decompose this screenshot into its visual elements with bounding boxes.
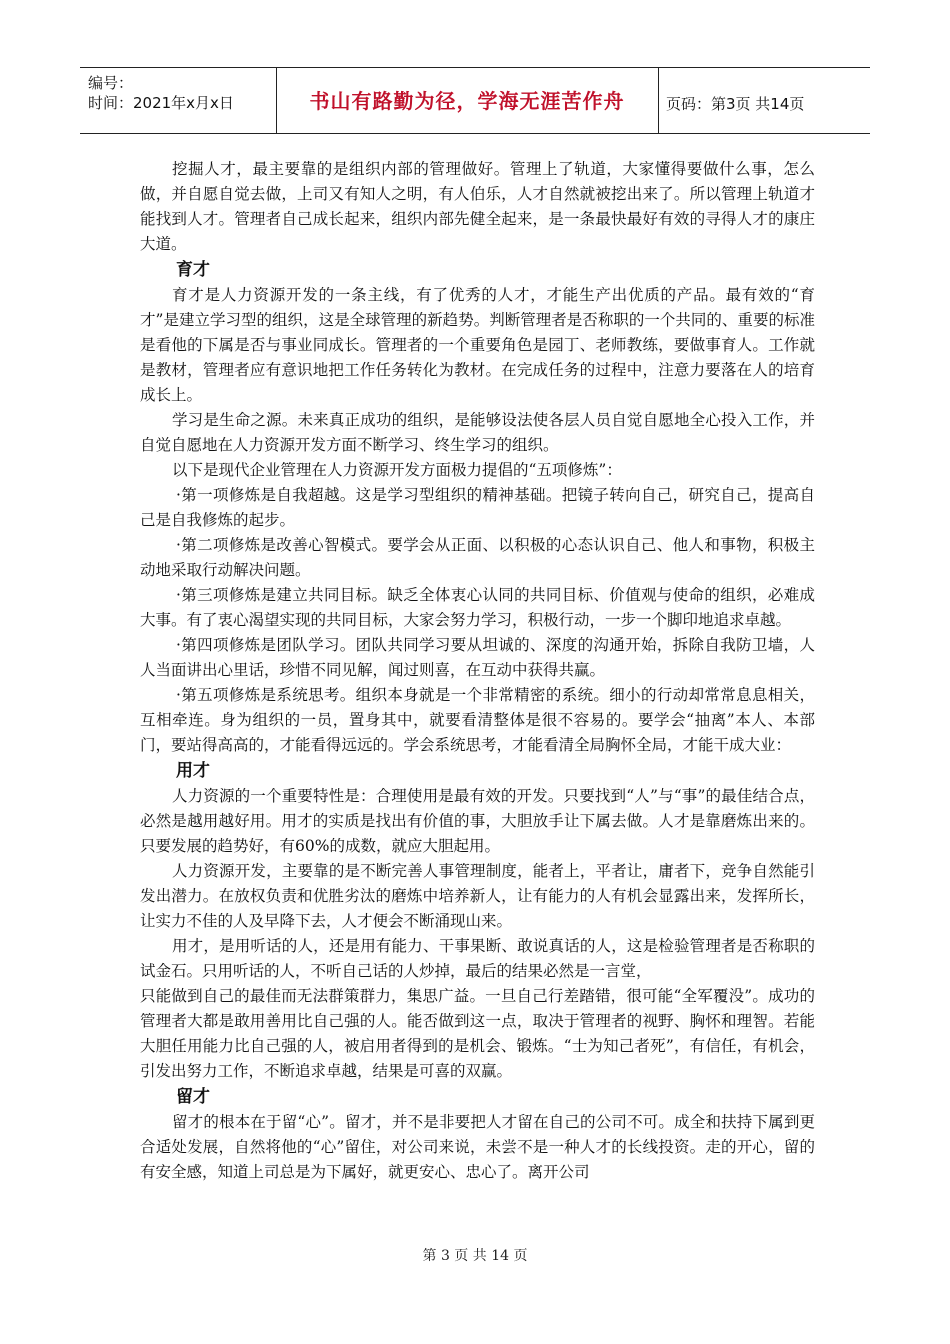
paragraph: 只能做到自己的最佳而无法群策群力，集思广益。一旦自己行差踏错，很可能“全军覆没”。成功的管理者大都是敢用善用比自己强的人。能否做到这一点，取决于管理者的视野、胸怀和理智。若能大胆任用能力比自己强的人，被启用者得到的是机会、锻炼。“士为知己者死”，有信任，有机会，引发出努力工作，不断追求卓越，结果是可喜的双赢。 [140, 987, 815, 1080]
list-item: ·第五项修炼是系统思考。组织本身就是一个非常精密的系统。细小的行动却常常息息相关，互相牵连。身为组织的一员，置身其中，就要看清整体是很不容易的。要学会“抽离”本人、本部门，要站得高高的，才能看得远远的。学会系统思考，才能看清全局胸怀全局，才能干成大业： [140, 686, 815, 754]
list-item: ·第三项修炼是建立共同目标。缺乏全体衷心认同的共同目标、价值观与使命的组织，必难成大事。有了衷心渴望实现的共同目标，大家会努力学习，积极行动，一步一个脚印地追求卓越。 [140, 586, 815, 629]
paragraph: 人力资源的一个重要特性是：合理使用是最有效的开发。只要找到“人”与“事”的最佳结合点，必然是越用越好用。用才的实质是找出有价值的事，大胆放手让下属去做。人才是靠磨炼出来的。只要发展的趋势好，有60%的成数，就应大胆起用。 [140, 787, 815, 855]
header-top-rule [80, 67, 870, 68]
page-footer: 第 3 页 共 14 页 [422, 1248, 528, 1264]
paragraph: 以下是现代企业管理在人力资源开发方面极力提倡的“五项修炼”： [172, 461, 622, 479]
paragraph: 人力资源开发，主要靠的是不断完善人事管理制度，能者上，平者让，庸者下，竞争自然能引发出潜力。在放权负责和优胜劣汰的磨炼中培养新人，让有能力的人有机会显露出来，发挥所长，让实力不佳的人及早降下去，人才便会不断涌现山来。 [140, 862, 815, 930]
list-item: ·第四项修炼是团队学习。团队共同学习要从坦诚的、深度的沟通开始，拆除自我防卫墙，人人当面讲出心里话，珍惜不同见解，闻过则喜，在互动中获得共赢。 [140, 636, 815, 679]
paragraph: 育才是人力资源开发的一条主线，有了优秀的人才，才能生产出优质的产品。最有效的“育才”是建立学习型的组织，这是全球管理的新趋势。判断管理者是否称职的一个共同的、重要的标准是看他的下属是否与事业同成长。管理者的一个重要角色是园丁、老师教练，要做事育人。工作就是教材，管理者应有意识地把工作任务转化为教材。在完成任务的过程中，注意力要落在人的培育成长上。 [140, 286, 815, 404]
section-heading-yongcai: 用才 [176, 761, 210, 781]
header-motto: 书山有路勤为径，学海无涯苦作舟 [309, 89, 625, 113]
list-item: ·第一项修炼是自我超越。这是学习型组织的精神基础。把镜子转向自己，研究自己，提高自己是自我修炼的起步。 [140, 486, 815, 529]
paragraph: 挖掘人才，最主要靠的是组织内部的管理做好。管理上了轨道，大家懂得要做什么事，怎么做，并自愿自觉去做，上司又有知人之明，有人伯乐，人才自然就被挖出来了。所以管理上轨道才能找到人才。管理者自己成长起来，组织内部先健全起来，是一条最快最好有效的寻得人才的康庄大道。 [140, 160, 815, 253]
header-page-info: 页码：第3页 共14页 [666, 95, 805, 113]
header-bottom-rule [80, 133, 870, 134]
list-item: ·第二项修炼是改善心智模式。要学会从正面、以积极的心态认识自己、他人和事物，积极主动地采取行动解决问题。 [140, 536, 815, 579]
document-body [140, 157, 815, 1185]
paragraph: 留才的根本在于留“心”。留才，并不是非要把人才留在自己的公司不可。成全和扶持下属到更合适处发展，自然将他的“心”留住，对公司来说，未尝不是一种人才的长线投资。走的开心，留的有安全感，知道上司总是为下属好，就更安心、忠心了。离开公司 [140, 1113, 815, 1181]
paragraph: 学习是生命之源。未来真正成功的组织，是能够设法使各层人员自觉自愿地全心投入工作，并自觉自愿地在人力资源开发方面不断学习、终生学习的组织。 [140, 411, 815, 454]
section-heading-liucai: 留才 [176, 1087, 210, 1107]
document-date: 时间：2021年x月x日 [88, 94, 234, 112]
page-header [80, 67, 870, 134]
document-number-label: 编号： [88, 74, 134, 92]
section-heading-yucai: 育才 [176, 260, 210, 280]
header-divider [658, 67, 659, 133]
paragraph: 用才，是用听话的人，还是用有能力、干事果断、敢说真话的人，这是检验管理者是否称职的试金石。只用听话的人，不听自己话的人炒掉，最后的结果必然是一言堂， [140, 937, 815, 980]
header-meta [88, 73, 234, 113]
